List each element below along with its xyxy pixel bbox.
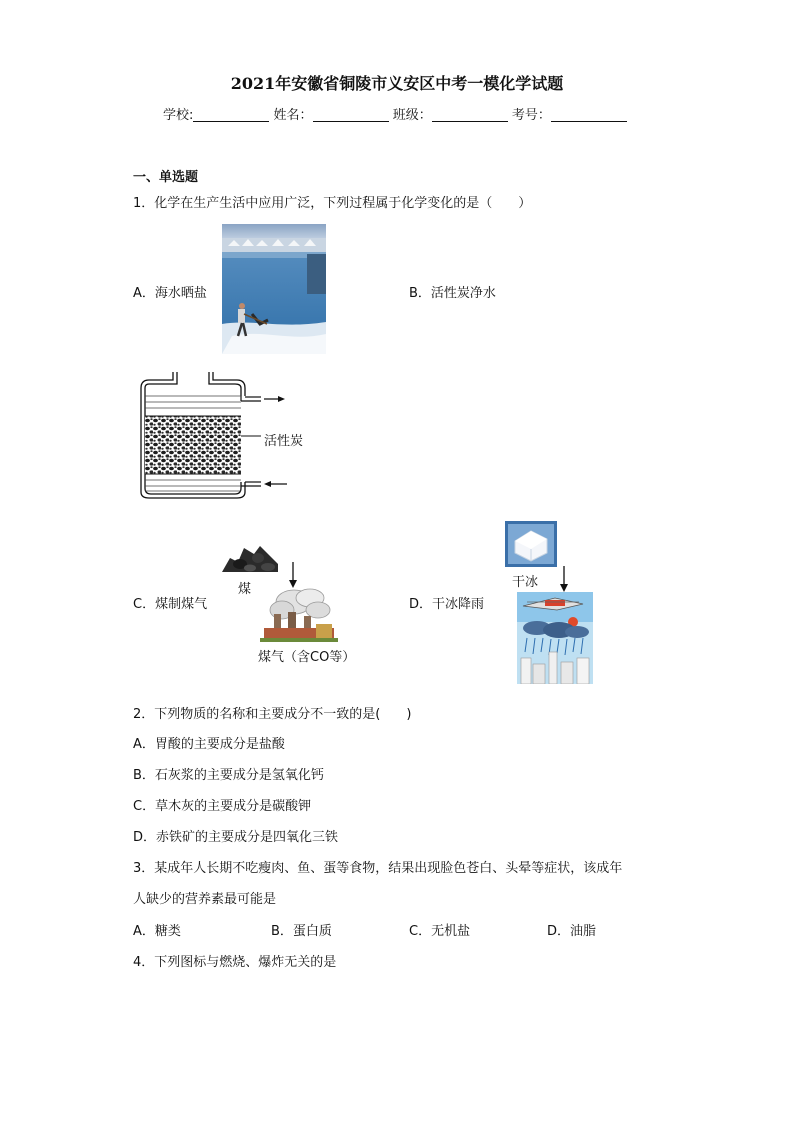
coal-label: 煤 <box>238 582 252 597</box>
coal-image <box>220 540 280 574</box>
section-heading: 一、单选题 <box>133 170 199 185</box>
q3-option-a: A．糖类 <box>133 924 181 939</box>
artificial-rain-image <box>517 592 593 684</box>
q3-stem-line2: 人缺少的营养素最可能是 <box>133 892 277 907</box>
q3-stem-line1: 3．某成年人长期不吃瘦肉、鱼、蛋等食物，结果出现脸色苍白、头晕等症状，该成年 <box>133 861 623 876</box>
q1-option-a: A．海水晒盐 <box>133 286 207 301</box>
coal-arrow-icon <box>286 562 300 588</box>
dry-ice-image <box>505 521 557 567</box>
q1-stem: 1．化学在生产生活中应用广泛，下列过程属于化学变化的是（ ） <box>133 196 532 211</box>
q1-option-b: B．活性炭净水 <box>409 286 496 301</box>
dry-ice-label: 干冰 <box>512 575 539 590</box>
number-label: 考号： <box>511 108 551 123</box>
gas-label: 煤气（含CO等） <box>258 650 356 665</box>
q2-stem: 2．下列物质的名称和主要成分不一致的是( ) <box>133 707 412 722</box>
class-label: 班级： <box>392 108 432 123</box>
name-blank <box>313 107 389 122</box>
gas-factory-image <box>260 588 338 642</box>
number-blank <box>551 107 627 122</box>
q4-stem: 4．下列图标与燃烧、爆炸无关的是 <box>133 955 337 970</box>
sea-salt-photo <box>222 224 326 354</box>
q2-option-c: C．草木灰的主要成分是碳酸钾 <box>133 799 312 814</box>
activated-carbon-label: 活性炭 <box>264 434 304 449</box>
q1-option-d: D．干冰降雨 <box>409 597 485 612</box>
q2-option-a: A．胃酸的主要成分是盐酸 <box>133 737 285 752</box>
q2-option-d: D．赤铁矿的主要成分是四氧化三铁 <box>133 830 339 845</box>
school-label: 学校: <box>163 108 194 123</box>
q3-option-b: B．蛋白质 <box>271 924 332 939</box>
q3-option-d: D．油脂 <box>547 924 597 939</box>
page-title: 2021年安徽省铜陵市义安区中考一模化学试题 <box>230 74 564 93</box>
q3-option-c: C．无机盐 <box>409 924 471 939</box>
school-blank <box>193 107 269 122</box>
dry-ice-arrow-icon <box>557 566 571 592</box>
name-label: 姓名： <box>273 108 313 123</box>
q1-option-c: C．煤制煤气 <box>133 597 208 612</box>
student-info-line <box>163 104 627 123</box>
q2-option-b: B．石灰浆的主要成分是氢氧化钙 <box>133 768 324 783</box>
class-blank <box>432 107 508 122</box>
